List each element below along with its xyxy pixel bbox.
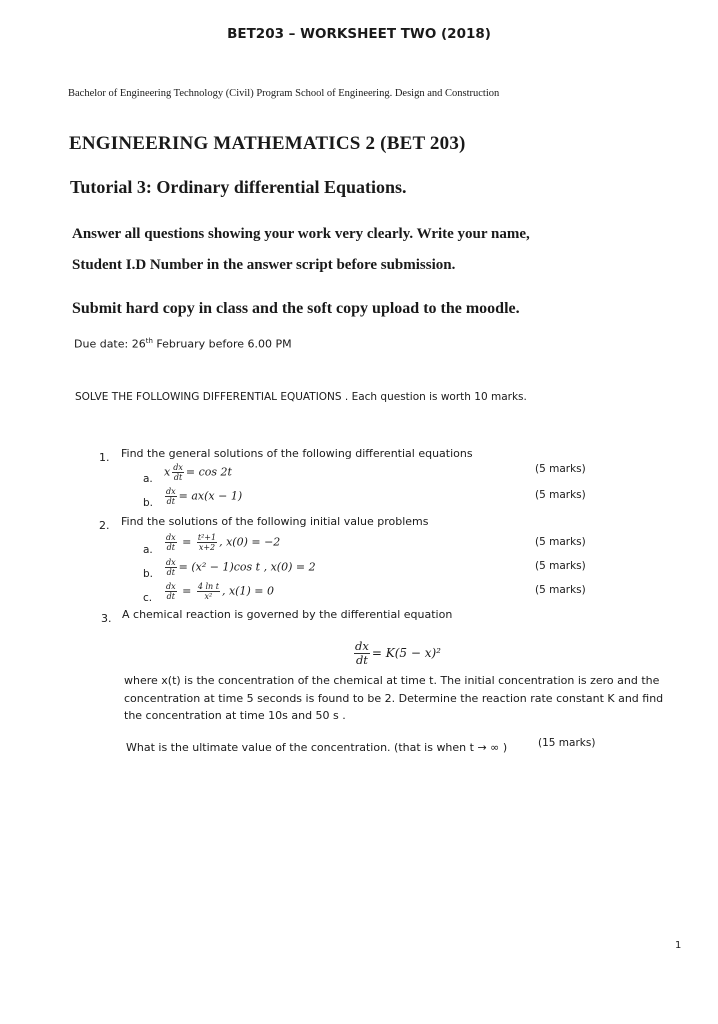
q3-paragraph: where x(t) is the concentration of the chemical at time t. The initial concentration is zero and the concentration at time 5 seconds is found to be 2. Determine the reaction rate constant K and find the concentration at time 10s and 50 s . — [124, 674, 664, 722]
q2-number: 2. — [99, 519, 110, 532]
q2c-equation: $\frac{dx}{dt}$ = $\frac{\text{4 ln t}}{\text{x²}}$ , x(1) = 0 — [166, 582, 274, 601]
q1b-marks: (5 marks) — [535, 489, 586, 501]
q3-ultimate-question: What is the ultimate value of the concentration. (that is when t → ∞ ) — [126, 741, 508, 754]
q2c-label: c. — [143, 592, 153, 604]
q1a-equation: x $\frac{dx}{dt}$ = cos 2t — [164, 463, 232, 482]
tutorial-title: Tutorial 3: Ordinary differential Equations. — [70, 177, 407, 197]
program-line: Bachelor of Engineering Technology (Civil) Program School of Engineering. Design and Construction — [68, 88, 500, 99]
q2-text: Find the solutions of the following initial value problems — [121, 515, 429, 528]
q3-marks: (15 marks) — [538, 737, 596, 749]
q1b-derivative: $\frac{dx}{dt}$ — [166, 487, 176, 506]
course-title: ENGINEERING MATHEMATICS 2 (BET 203) — [69, 133, 466, 154]
submit-note: Submit hard copy in class and the soft copy upload to the moodle. — [72, 300, 520, 317]
page-number: 1 — [675, 940, 682, 951]
instructions-line-2: Student I.D Number in the answer script before submission. — [72, 257, 456, 273]
q1b-equation: $\frac{dx}{dt}$ = ax(x − 1) — [166, 487, 243, 506]
q3-number: 3. — [101, 612, 112, 625]
due-date: Due date: 26th February before 6.00 PM — [74, 337, 292, 351]
q1a-label: a. — [143, 473, 153, 485]
q3-text: A chemical reaction is governed by the differential equation — [122, 608, 453, 621]
q1-text: Find the general solutions of the following differential equations — [121, 447, 473, 460]
q2a-equation: $\frac{dx}{dt}$ = $\frac{\text{t²+1}}{x+2}$ , x(0) = −2 — [166, 533, 281, 552]
q2a-label: a. — [143, 544, 153, 556]
solve-heading: SOLVE THE FOLLOWING DIFFERENTIAL EQUATIONS . Each question is worth 10 marks. — [75, 391, 527, 403]
q2b-marks: (5 marks) — [535, 560, 586, 572]
q2c-marks: (5 marks) — [535, 584, 586, 596]
instructions-line-1: Answer all questions showing your work very clearly. Write your name, — [72, 226, 530, 242]
q1a-derivative: $\frac{dx}{dt}$ — [173, 463, 183, 482]
q3-equation: $\frac{dx}{dt}$ = K(5 − x)² — [355, 639, 441, 667]
q1b-label: b. — [143, 497, 154, 509]
q2b-label: b. — [143, 568, 154, 580]
q2a-marks: (5 marks) — [535, 536, 586, 548]
q1a-marks: (5 marks) — [535, 463, 586, 475]
q1-number: 1. — [99, 451, 110, 464]
q2b-equation: $\frac{dx}{dt}$ = (x² − 1)cos t , x(0) = 2 — [166, 558, 316, 577]
page-header-title: BET203 – WORKSHEET TWO (2018) — [227, 26, 491, 42]
